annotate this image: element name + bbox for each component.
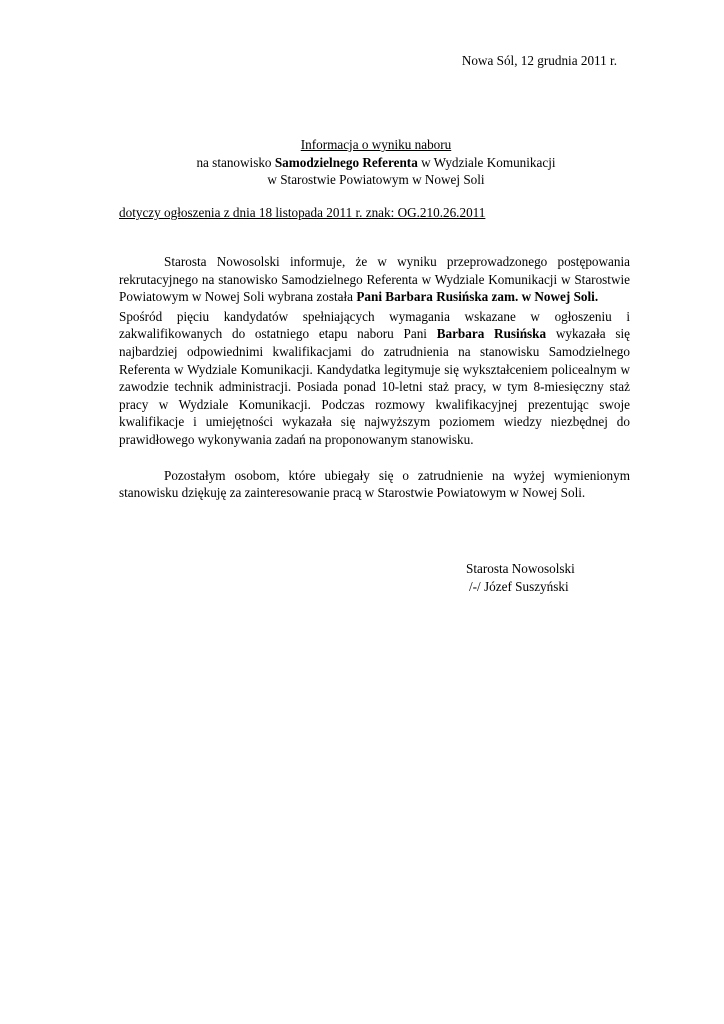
signature-role: Starosta Nowosolski: [466, 561, 575, 576]
heading-position-line: [119, 154, 633, 172]
heading-position-name: Samodzielnego Referenta: [274, 154, 418, 170]
signature-block: [466, 560, 575, 595]
announcement-reference: dotyczy ogłoszenia z dnia 18 listopada 2011 r. znak: OG.210.26.2011: [119, 205, 486, 220]
heading-prefix: na stanowisko: [196, 154, 275, 170]
selected-candidate: Pani Barbara Rusińska zam. w Nowej Soli.: [356, 289, 599, 305]
heading-suffix: w Wydziale Komunikacji: [417, 154, 556, 170]
document-heading: [119, 136, 633, 189]
document-title: Informacja o wyniku naboru: [300, 137, 452, 152]
paragraph-result-text: Starosta Nowosolski informuje, że w wyniku przeprowadzonego postępowania rekrutacyjnego na stanowisko Samodzielnego Referenta w Wydziale Komunikacji w Starostwie Powiatowym w Nowej Soli wybrana została: [119, 254, 630, 305]
place-date: Nowa Sól, 12 grudnia 2011 r.: [461, 53, 617, 68]
paragraph-justification: [119, 308, 630, 449]
justification-text-before: Spośród pięciu kandydatów spełniających wymagania wskazane w ogłoszeniu i zakwalifikowanych do ostatniego etapu naboru Pani: [119, 308, 630, 342]
signature-name: /-/ Józef Suszyński: [469, 578, 569, 594]
paragraph-thanks: Pozostałym osobom, które ubiegały się o zatrudnienie na wyżej wymienionym stanowisku dziękuję za zainteresowanie pracą w Starostwie Powiatowym w Nowej Soli.: [119, 467, 630, 501]
candidate-name: Barbara Rusińska: [436, 326, 547, 342]
document-body: [119, 253, 630, 502]
heading-institution-line: w Starostwie Powiatowym w Nowej Soli: [267, 172, 485, 188]
paragraph-result: [119, 253, 630, 306]
justification-text-after: wykazała się najbardziej odpowiednimi kwalifikacjami do zatrudnienia na stanowisku Samodzielnego Referenta w Wydziale Komunikacji. Kandydatka legitymuje się wykształceniem policealnym w zawodzie technik administracji. Posiada ponad 10-letni staż pracy, w tym 8-miesięczny staż pracy w Wydziale Komunikacji. Podczas rozmowy kwalifikacyjnej prezentując swoje kwalifikacje i umiejętności wykazała się najwyższym poziomem wiedzy niezbędnej do prawidłowego wykonywania zadań na proponowanym stanowisku.: [119, 326, 630, 447]
